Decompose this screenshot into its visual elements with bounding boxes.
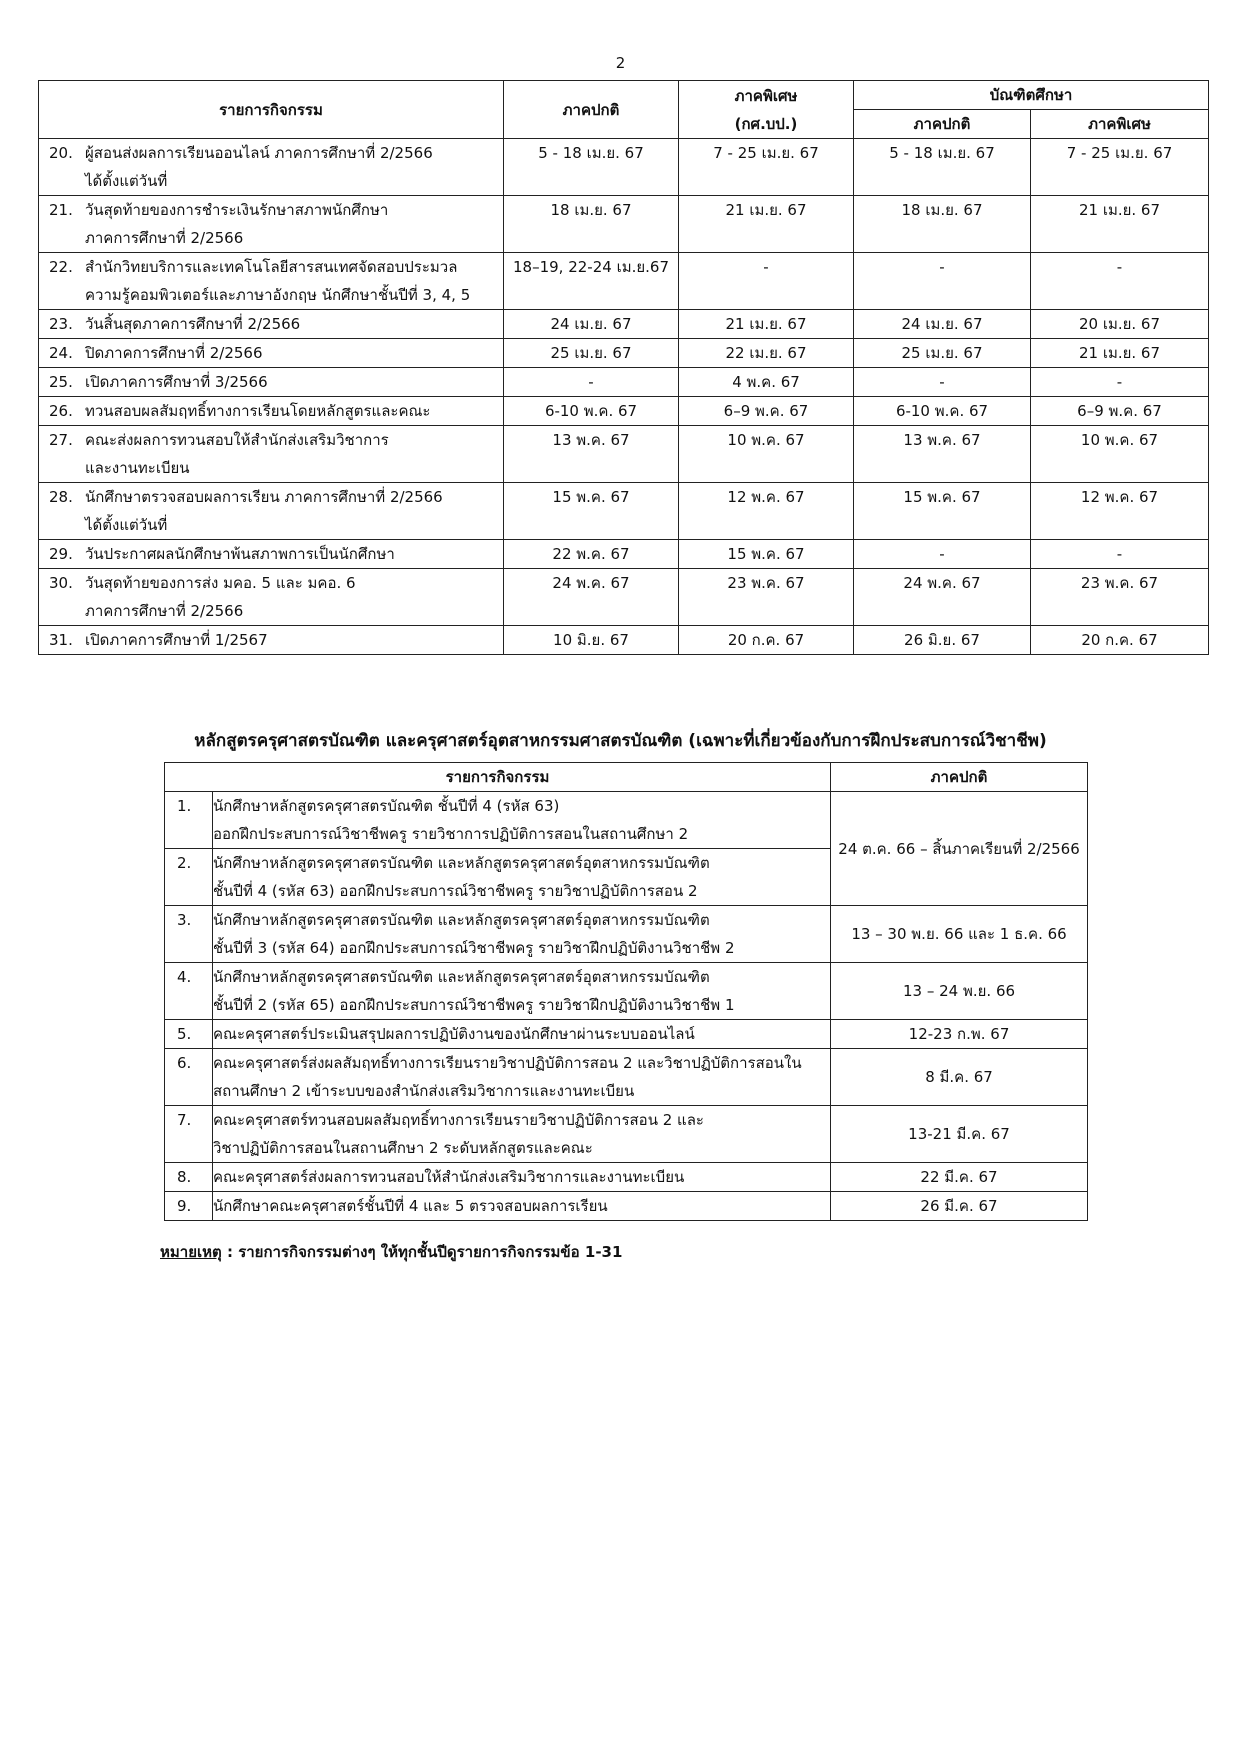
activity-cell: [39, 196, 504, 253]
grad-special-date: 21 เม.ย. 67: [1031, 196, 1209, 253]
header-special: [679, 81, 854, 139]
footnote: [160, 1240, 622, 1264]
item-number: 21.: [49, 201, 73, 219]
grad-special-date: 12 พ.ค. 67: [1031, 483, 1209, 540]
grad-special-date: 20 เม.ย. 67: [1031, 310, 1209, 339]
special-date: 23 พ.ค. 67: [679, 569, 854, 626]
activity-cell: [39, 339, 504, 368]
grad-regular-date: 15 พ.ค. 67: [854, 483, 1031, 540]
activity-text: [85, 426, 485, 482]
grad-regular-date: 24 พ.ค. 67: [854, 569, 1031, 626]
grad-regular-date: -: [854, 540, 1031, 569]
table-row: [39, 339, 1209, 368]
activity-cell: [213, 792, 831, 849]
table-row: [39, 310, 1209, 339]
header-activity: รายการกิจกรรม: [39, 81, 504, 139]
t2-header-activity: รายการกิจกรรม: [165, 763, 831, 792]
regular-date: 24 เม.ย. 67: [504, 310, 679, 339]
special-date: 7 - 25 เม.ย. 67: [679, 139, 854, 196]
regular-date: 13 – 30 พ.ย. 66 และ 1 ธ.ค. 66: [831, 906, 1088, 963]
activity-cell: [39, 426, 504, 483]
activity-line: นักศึกษาคณะครุศาสตร์ชั้นปีที่ 4 และ 5 ตรวจสอบผลการเรียน: [213, 1197, 608, 1215]
activity-line: วิชาปฏิบัติการสอนในสถานศึกษา 2 ระดับหลักสูตรและคณะ: [213, 1139, 593, 1157]
grad-special-date: 20 ก.ค. 67: [1031, 626, 1209, 655]
regular-date: 8 มี.ค. 67: [831, 1049, 1088, 1106]
table-row: [39, 426, 1209, 483]
table-row: [39, 368, 1209, 397]
header-graduate: บัณฑิตศึกษา: [854, 81, 1209, 110]
activity-line: ชั้นปีที่ 3 (รหัส 64) ออกฝึกประสบการณ์วิชาชีพครู รายวิชาฝึกปฏิบัติงานวิชาชีพ 2: [213, 939, 735, 957]
calendar-rows: [39, 139, 1209, 655]
activity-line: ภาคการศึกษาที่ 2/2566: [85, 602, 244, 620]
regular-date: 10 มิ.ย. 67: [504, 626, 679, 655]
activity-text: [85, 368, 485, 396]
activity-line: คณะครุศาสตร์ทวนสอบผลสัมฤทธิ์ทางการเรียนรายวิชาปฏิบัติการสอน 2 และ: [213, 1111, 704, 1129]
activity-line: วันประกาศผลนักศึกษาพ้นสภาพการเป็นนักศึกษา: [85, 545, 395, 563]
regular-date: 24 ต.ค. 66 – สิ้นภาคเรียนที่ 2/2566: [831, 792, 1088, 906]
activity-cell: [39, 368, 504, 397]
activity-line: คณะครุศาสตร์ส่งผลการทวนสอบให้สำนักส่งเสริมวิชาการและงานทะเบียน: [213, 1168, 685, 1186]
regular-date: -: [504, 368, 679, 397]
activity-cell: [213, 1163, 831, 1192]
item-number: 5.: [165, 1020, 213, 1049]
table-row: [165, 792, 1088, 849]
activity-line: ออกฝึกประสบการณ์วิชาชีพครู รายวิชาการปฏิบัติการสอนในสถานศึกษา 2: [213, 825, 689, 843]
activity-line: ภาคการศึกษาที่ 2/2566: [85, 229, 244, 247]
table-row: [39, 139, 1209, 196]
activity-cell: [213, 1049, 831, 1106]
table-row: [165, 906, 1088, 963]
activity-line: คณะส่งผลการทวนสอบให้สำนักส่งเสริมวิชาการ: [85, 431, 389, 449]
activity-line: นักศึกษาหลักสูตรครุศาสตรบัณฑิต ชั้นปีที่ 4 (รหัส 63): [213, 797, 560, 815]
activity-cell: [213, 1106, 831, 1163]
teaching-practice-title: หลักสูตรครุศาสตรบัณฑิต และครุศาสตร์อุตสาหกรรมศาสตรบัณฑิต (เฉพาะที่เกี่ยวข้องกับการฝึกประสบการณ์วิชาชีพ): [194, 731, 1047, 751]
activity-cell: [39, 310, 504, 339]
regular-date: 13-21 มี.ค. 67: [831, 1106, 1088, 1163]
item-number: 9.: [165, 1192, 213, 1221]
special-date: 6–9 พ.ค. 67: [679, 397, 854, 426]
teaching-practice-table: [164, 762, 1088, 1221]
regular-date: 12-23 ก.พ. 67: [831, 1020, 1088, 1049]
item-number: 8.: [165, 1163, 213, 1192]
activity-text: [85, 339, 485, 367]
item-number: 3.: [165, 906, 213, 963]
item-number: 2.: [165, 849, 213, 906]
grad-special-date: -: [1031, 253, 1209, 310]
table-row: [39, 397, 1209, 426]
item-number: 27.: [49, 431, 73, 449]
header-special-line2: (กศ.บป.): [734, 114, 798, 133]
grad-regular-date: 26 มิ.ย. 67: [854, 626, 1031, 655]
item-number: 7.: [165, 1106, 213, 1163]
activity-line: นักศึกษาหลักสูตรครุศาสตรบัณฑิต และหลักสูตรครุศาสตร์อุตสาหกรรมบัณฑิต: [213, 854, 710, 872]
activity-text: [85, 483, 485, 539]
table-row: [165, 1163, 1088, 1192]
activity-line: นักศึกษาตรวจสอบผลการเรียน ภาคการศึกษาที่ 2/2566: [85, 488, 443, 506]
activity-text: [85, 310, 485, 338]
table-row: [165, 1049, 1088, 1106]
activity-line: ได้ตั้งแต่วันที่: [85, 172, 168, 190]
item-number: 23.: [49, 315, 73, 333]
activity-text: [85, 139, 485, 195]
header-special-line1: ภาคพิเศษ: [734, 86, 798, 105]
regular-date: 25 เม.ย. 67: [504, 339, 679, 368]
table-row: [165, 1020, 1088, 1049]
activity-cell: [213, 1192, 831, 1221]
grad-regular-date: 13 พ.ค. 67: [854, 426, 1031, 483]
header-grad-regular: ภาคปกติ: [854, 110, 1031, 139]
activity-line: วันสิ้นสุดภาคการศึกษาที่ 2/2566: [85, 315, 301, 333]
activity-cell: [213, 1020, 831, 1049]
grad-special-date: 7 - 25 เม.ย. 67: [1031, 139, 1209, 196]
t2-header-regular: ภาคปกติ: [831, 763, 1088, 792]
regular-date: 22 มี.ค. 67: [831, 1163, 1088, 1192]
teaching-practice-rows: [165, 792, 1088, 1221]
grad-special-date: 21 เม.ย. 67: [1031, 339, 1209, 368]
activity-line: ความรู้คอมพิวเตอร์และภาษาอังกฤษ นักศึกษาชั้นปีที่ 3, 4, 5: [85, 286, 471, 304]
regular-date: 13 – 24 พ.ย. 66: [831, 963, 1088, 1020]
special-date: 21 เม.ย. 67: [679, 310, 854, 339]
grad-regular-date: 6-10 พ.ค. 67: [854, 397, 1031, 426]
header-grad-special: ภาคพิเศษ: [1031, 110, 1209, 139]
item-number: 22.: [49, 258, 73, 276]
activity-line: คณะครุศาสตร์ประเมินสรุปผลการปฏิบัติงานของนักศึกษาผ่านระบบออนไลน์: [213, 1025, 695, 1043]
regular-date: 5 - 18 เม.ย. 67: [504, 139, 679, 196]
special-date: 15 พ.ค. 67: [679, 540, 854, 569]
academic-calendar-table: [38, 80, 1209, 655]
activity-line: ได้ตั้งแต่วันที่: [85, 516, 168, 534]
item-number: 20.: [49, 144, 73, 162]
regular-date: 26 มี.ค. 67: [831, 1192, 1088, 1221]
table-row: [39, 626, 1209, 655]
special-date: 10 พ.ค. 67: [679, 426, 854, 483]
grad-regular-date: 25 เม.ย. 67: [854, 339, 1031, 368]
activity-line: ทวนสอบผลสัมฤทธิ์ทางการเรียนโดยหลักสูตรและคณะ: [85, 402, 431, 420]
table-row: [165, 963, 1088, 1020]
item-number: 31.: [49, 631, 73, 649]
grad-regular-date: 5 - 18 เม.ย. 67: [854, 139, 1031, 196]
table-row: [165, 1106, 1088, 1163]
activity-line: ชั้นปีที่ 2 (รหัส 65) ออกฝึกประสบการณ์วิชาชีพครู รายวิชาฝึกปฏิบัติงานวิชาชีพ 1: [213, 996, 735, 1014]
item-number: 4.: [165, 963, 213, 1020]
activity-line: ผู้สอนส่งผลการเรียนออนไลน์ ภาคการศึกษาที่ 2/2566: [85, 144, 433, 162]
activity-cell: [39, 139, 504, 196]
regular-date: 22 พ.ค. 67: [504, 540, 679, 569]
grad-special-date: 10 พ.ค. 67: [1031, 426, 1209, 483]
regular-date: 15 พ.ค. 67: [504, 483, 679, 540]
activity-cell: [39, 626, 504, 655]
activity-cell: [39, 569, 504, 626]
special-date: 21 เม.ย. 67: [679, 196, 854, 253]
activity-line: คณะครุศาสตร์ส่งผลสัมฤทธิ์ทางการเรียนรายวิชาปฏิบัติการสอน 2 และวิชาปฏิบัติการสอนใน: [213, 1054, 802, 1072]
activity-cell: [213, 963, 831, 1020]
item-number: 26.: [49, 402, 73, 420]
item-number: 29.: [49, 545, 73, 563]
item-number: 25.: [49, 373, 73, 391]
activity-line: นักศึกษาหลักสูตรครุศาสตรบัณฑิต และหลักสูตรครุศาสตร์อุตสาหกรรมบัณฑิต: [213, 911, 710, 929]
activity-text: [85, 626, 485, 654]
regular-date: 18–19, 22-24 เม.ย.67: [504, 253, 679, 310]
activity-line: สำนักวิทยบริการและเทคโนโลยีสารสนเทศจัดสอบประมวล: [85, 258, 458, 276]
special-date: 22 เม.ย. 67: [679, 339, 854, 368]
activity-line: เปิดภาคการศึกษาที่ 3/2566: [85, 373, 268, 391]
item-number: 30.: [49, 574, 73, 592]
activity-cell: [39, 397, 504, 426]
regular-date: 6-10 พ.ค. 67: [504, 397, 679, 426]
activity-line: สถานศึกษา 2 เข้าระบบของสำนักส่งเสริมวิชาการและงานทะเบียน: [213, 1082, 635, 1100]
special-date: -: [679, 253, 854, 310]
page-number: 2: [615, 54, 626, 72]
activity-text: [85, 196, 485, 252]
grad-special-date: -: [1031, 368, 1209, 397]
table-row: [39, 483, 1209, 540]
footnote-label: หมายเหตุ: [160, 1243, 222, 1261]
grad-regular-date: -: [854, 253, 1031, 310]
item-number: 24.: [49, 344, 73, 362]
grad-special-date: -: [1031, 540, 1209, 569]
special-date: 20 ก.ค. 67: [679, 626, 854, 655]
header-regular: ภาคปกติ: [504, 81, 679, 139]
activity-line: และงานทะเบียน: [85, 459, 190, 477]
item-number: 6.: [165, 1049, 213, 1106]
activity-text: [85, 540, 485, 568]
activity-line: นักศึกษาหลักสูตรครุศาสตรบัณฑิต และหลักสูตรครุศาสตร์อุตสาหกรรมบัณฑิต: [213, 968, 710, 986]
activity-cell: [39, 253, 504, 310]
grad-special-date: 6–9 พ.ค. 67: [1031, 397, 1209, 426]
activity-text: [85, 569, 485, 625]
grad-regular-date: -: [854, 368, 1031, 397]
table-row: [39, 540, 1209, 569]
item-number: 28.: [49, 488, 73, 506]
activity-cell: [39, 483, 504, 540]
table-row: [39, 253, 1209, 310]
grad-regular-date: 24 เม.ย. 67: [854, 310, 1031, 339]
special-date: 4 พ.ค. 67: [679, 368, 854, 397]
table-row: [165, 1192, 1088, 1221]
activity-line: วันสุดท้ายของการชำระเงินรักษาสภาพนักศึกษา: [85, 201, 389, 219]
table-row: [39, 196, 1209, 253]
item-number: 1.: [165, 792, 213, 849]
special-date: 12 พ.ค. 67: [679, 483, 854, 540]
table-row: [39, 569, 1209, 626]
activity-text: [85, 253, 485, 309]
activity-cell: [213, 849, 831, 906]
activity-line: วันสุดท้ายของการส่ง มคอ. 5 และ มคอ. 6: [85, 574, 356, 592]
activity-line: เปิดภาคการศึกษาที่ 1/2567: [85, 631, 268, 649]
activity-cell: [213, 906, 831, 963]
grad-special-date: 23 พ.ค. 67: [1031, 569, 1209, 626]
regular-date: 13 พ.ค. 67: [504, 426, 679, 483]
activity-cell: [39, 540, 504, 569]
activity-text: [85, 397, 485, 425]
activity-line: ปิดภาคการศึกษาที่ 2/2566: [85, 344, 263, 362]
footnote-text: : รายการกิจกรรมต่างๆ ให้ทุกชั้นปีดูรายการกิจกรรมข้อ 1-31: [221, 1243, 623, 1261]
grad-regular-date: 18 เม.ย. 67: [854, 196, 1031, 253]
regular-date: 24 พ.ค. 67: [504, 569, 679, 626]
activity-line: ชั้นปีที่ 4 (รหัส 63) ออกฝึกประสบการณ์วิชาชีพครู รายวิชาปฏิบัติการสอน 2: [213, 882, 698, 900]
regular-date: 18 เม.ย. 67: [504, 196, 679, 253]
